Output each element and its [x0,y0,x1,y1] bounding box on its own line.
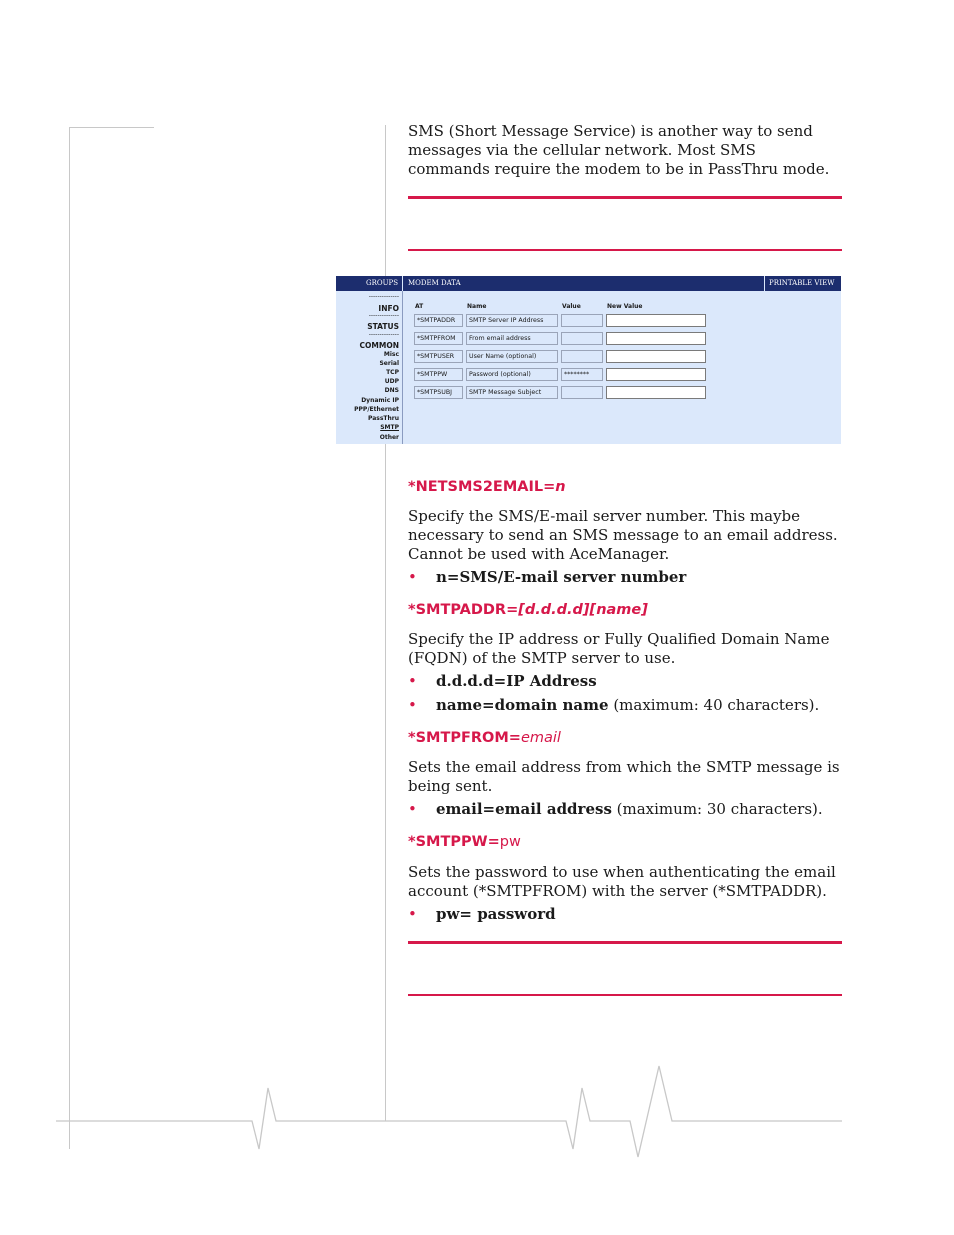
group-ppp-ethernet[interactable]: PPP/Ethernet [354,406,399,413]
group-serial[interactable]: Serial [379,360,399,367]
group-info[interactable]: INFO [378,304,399,313]
heading-param: email [520,730,561,746]
heading-smtppw [408,834,521,850]
cell-name: SMTP Message Subject [466,386,558,399]
heading-param: [d.d.d.d][name] [518,602,648,618]
cell-value [561,386,603,399]
cell-at: *SMTPFROM [414,332,463,345]
frame-top-left-rule [69,127,154,128]
cell-name: SMTP Server IP Address [466,314,558,327]
smtppw-desc: Sets the password to use when authenticating the email account (*SMTPFROM) with the server (*SMTPADDR). [408,863,836,900]
group-udp[interactable]: UDP [384,378,399,385]
cell-value [561,332,603,345]
smtpfrom-desc: Sets the email address from which the SMTP message is being sent. [408,758,840,795]
cell-at: *SMTPADDR [414,314,463,327]
cell-value [561,350,603,363]
red-rule-1 [408,196,842,199]
frame-column-divider [385,125,386,1121]
cell-value: ******** [561,368,603,381]
cell-at: *SMTPUSER [414,350,463,363]
list-item: • name=domain name (maximum: 40 characters). [408,696,820,714]
cell-name: User Name (optional) [466,350,558,363]
heading-cmd: *NETSMS2EMAIL= [408,479,556,495]
netsms2email-desc: Specify the SMS/E-mail server number. This maybe necessary to send an SMS message to an email address. Cannot be used with AceManager. [408,507,838,563]
group-common[interactable]: COMMON [359,341,399,350]
smtpaddr-desc: Specify the IP address or Fully Qualified Domain Name (FQDN) of the SMTP server to use. [408,630,830,667]
new-value-input[interactable] [606,368,706,381]
groups-dash: -------------- [368,331,399,338]
group-passthru[interactable]: PassThru [367,415,399,422]
heading-smtpaddr [408,602,648,618]
group-dns[interactable]: DNS [384,387,399,394]
bullet-icon: • [408,696,417,714]
intro-paragraph: SMS (Short Message Service) is another way to send messages via the cellular network. Most SMS commands require the modem to be in PassThru mode. [408,122,830,178]
red-rule-2 [408,249,842,251]
new-value-input[interactable] [606,314,706,327]
bullet-icon: • [408,672,417,690]
list-item: • d.d.d.d=IP Address [408,672,597,690]
red-rule-3 [408,941,842,944]
pulse-line-path [56,1066,842,1157]
cell-name: Password (optional) [466,368,558,381]
heading-cmd: *SMTPFROM= [408,730,521,746]
groups-dash: -------------- [368,312,399,319]
header-groups: GROUPS [366,279,399,287]
screenshot-header-bar [336,276,841,291]
heading-cmd: *SMTPPW= [408,834,500,850]
cell-name: From email address [466,332,558,345]
heading-netsms2email [408,479,566,495]
list-item: • n=SMS/E-mail server number [408,568,687,586]
group-tcp[interactable]: TCP [386,369,399,376]
group-smtp[interactable]: SMTP [380,424,399,431]
header-printable-view[interactable]: PRINTABLE VIEW [769,279,835,287]
groups-sidebar [336,291,403,444]
heading-smtpfrom [408,730,561,746]
group-dynamic-ip[interactable]: Dynamic IP [361,397,399,404]
header-modem-data: MODEM DATA [408,279,461,287]
group-other[interactable]: Other [379,434,399,441]
bullet-icon: • [408,905,417,923]
col-head-at: AT [415,303,424,310]
new-value-input[interactable] [606,350,706,363]
red-rule-4 [408,994,842,996]
col-head-new-value: New Value [607,303,643,310]
cell-at: *SMTPSUBJ [414,386,463,399]
cell-value [561,314,603,327]
new-value-input[interactable] [606,386,706,399]
heading-cmd: *SMTPADDR= [408,602,519,618]
groups-dash: -------------- [368,293,399,300]
heading-param: pw [499,834,521,850]
acemanager-screenshot [336,276,841,444]
bullet-icon: • [408,800,417,818]
cell-at: *SMTPPW [414,368,463,381]
new-value-input[interactable] [606,332,706,345]
list-item: • pw= password [408,905,556,923]
col-head-value: Value [562,303,581,310]
frame-left-vertical [69,127,70,1149]
group-misc[interactable]: Misc [383,351,399,358]
list-item: • email=email address (maximum: 30 characters). [408,800,823,818]
group-status[interactable]: STATUS [367,322,399,331]
bullet-icon: • [408,568,417,586]
heading-param: n [555,479,566,495]
col-head-name: Name [467,303,487,310]
